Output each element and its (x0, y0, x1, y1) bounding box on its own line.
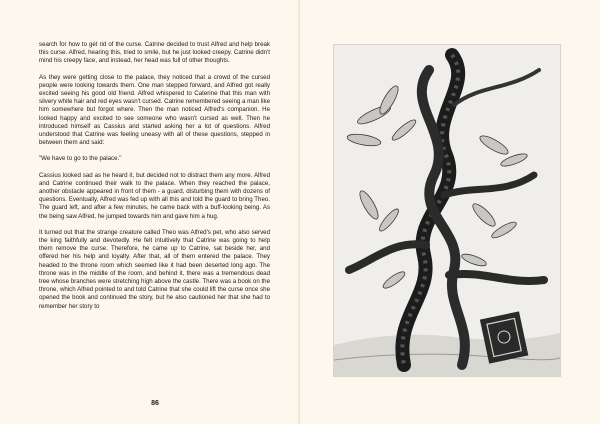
pencil-drawing (334, 45, 560, 376)
paragraph: As they were getting close to the palace, they noticed that a crowd of the cursed people were looking towards them. One man stepped forward, and Alfred got really excited seeing his good old friend. Alfred whispered to Caterine that this man with silvery white hair and red eyes wasn't cursed. Catrine remembered seeing a man like him somewhere but forgot where. Then the man noticed Alfred's companion. He looked happy and excited to see someone who wasn't cursed as well. Then he introduced himself as Cassius and started asking her a lot of questions. Alfred understood that Catrine was feeling uneasy with all of these questions, stepped in between them and said: (39, 73, 270, 147)
page-number: 86 (151, 400, 159, 407)
paragraph: Cassius looked sad as he heard it, but decided not to distract them any more. Alfred and Catrine continued their walk to the palace. When they reached the palace, another obstacle appeared in front of them - a guard, disturbing them with dozens of questions. Eventually, Alfred was fed up with all this and told the guard to bring Theo. The guard left, and after a few minutes, he came back with a buff-looking being. As the being saw Alfred, he jumped towards him and gave him a hug. (39, 171, 270, 220)
paragraph: It turned out that the strange creature called Theo was Alfred's pet, who also served the king faithfully and devotedly. He felt intuitively that Catrine was going to help them remove the curse. Therefore, he came up to Catrine, sat beside her, and offered her his help and loyalty. After that, all of them entered the palace. They headed to the throne room which seemed like it had been deserted long ago. The throne was in the middle of the room, and behind it, there was a tremendous dead tree whose branches were stretching high above the castle. There was a book on the throne, which Alfred pointed to and told Catrine that she could lift the curse once she opened the book and continued the story, but he also cautioned her that she had to remember her story to (39, 228, 270, 310)
tree-illustration (333, 44, 561, 377)
paragraph: "We have to go to the palace." (39, 155, 122, 163)
paragraph: search for how to get rid of the curse. Catrine decided to trust Alfred and help break this curse. Alfred, hearing this, tried to smile, but he just looked creepy. Catrine didn't mind his creepy face, and instead, her head was full of other thoughts. (39, 41, 270, 65)
story-text (39, 41, 270, 319)
